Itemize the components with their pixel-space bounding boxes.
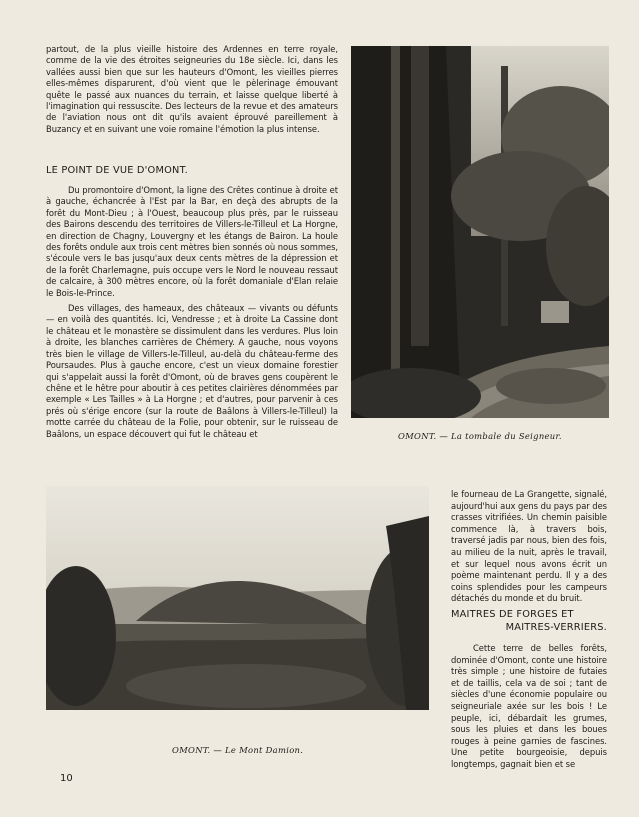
section2-paragraph: Cette terre de belles forêts, dominée d'Omont, conte une histoire très simple ; une histoire de futaies et de taillis, cela va de soi ; tant de siècles d'une économie populaire ou seigneuriale axée sur les bois ! Le peuple, ici, débardait les grumes, sous les pluies et dans les boues rouges à peine garnies de fascines. Une petite bourgeoisie, depuis longtemps, gagnait bien et se	[451, 643, 607, 769]
intro-text: partout, de la plus vieille histoire des Ardennes en terre royale, comme de la vie des étroites seigneuries du 18e siècle. Ici, dans les vallées aussi bien que sur les hauteurs d'Omont, les vieilles pierres elles-mêmes disparurent, d'où vient que le pèlerinage émouvant quête le passé aux nuances du terrain, et laisse quelque liberté à l'imagination qui ressuscite. Des lecteurs de la revue et des amateurs de l'aviation nous ont dit qu'ils avaient éprouvé pareillement à Buzancy et en suivant une voie romaine l'émotion la plus intense.	[46, 44, 338, 134]
section2-title-line1: MAITRES DE FORGES ET	[451, 609, 574, 620]
page-number: 10	[60, 773, 73, 784]
right-column-paragraph: le fourneau de La Grangette, signalé, aujourd'hui aux gens du pays par des crasses vitrifiées. Un chemin paisible commence là, à travers bois, traversé jadis par nous, bien des fois, au milieu de la nuit, après le travail, et sur lequel nous avons écrit un poème maintenant perdu. Il y a des coins splendides pour les campeurs détachés du monde et du bruit.	[451, 489, 607, 604]
photo-mont-damion	[46, 486, 429, 710]
intro-paragraph	[46, 44, 338, 135]
right-column-text	[451, 489, 607, 605]
section1-body	[46, 185, 338, 440]
section1-paragraph-2: Des villages, des hameaux, des châteaux — vivants ou défunts — en voilà des quantités. Ici, Vendresse ; et à droite La Cassine dont le château et le monastère se dissimulent dans les verdures. Plus loin à droite, les blanches carrières de Chémery. A gauche, nous voyons très bien le village de Villers-le-Tilleul, au-delà du château-ferme des Poursaudes. Plus à gauche encore, c'est un vieux domaine forestier qui s'appelait aussi la forêt d'Omont, où de braves gens coupèrent le chêne et le hêtre pour aboutir à ces petites clairières dénommées par exemple « Les Tailles » à La Horgne ; et d'autres, pour parvenir à ces prés où s'érige encore (sur la route de Baâlons à Villers-le-Tilleul) la motte carrée du château de la Folie, pour obtenir, sur le ruisseau de Baâlons, un espace découvert qui fut le château et	[46, 303, 338, 439]
photo-tombale-du-seigneur	[351, 46, 609, 418]
forest-photo-image	[351, 46, 609, 418]
section2-body	[451, 643, 607, 771]
section2-title-line2: MAITRES-VERRIERS.	[505, 622, 607, 633]
section1-paragraph-1: Du promontoire d'Omont, la ligne des Crêtes continue à droite et à gauche, échancrée à l'Est par la Bar, en deçà des abrupts de la forêt du Mont-Dieu ; à l'Ouest, beaucoup plus près, par le ruisseau des Bairons descendu des territoires de Villers-le-Tilleul et La Horgne, en direction de Chagny, Louvergny et les étangs de Bairon. La houle des forêts ondule aux trois cent mètres bien sonnés où nous sommes, s'écoule vers le bas jusqu'aux deux cents mètres de la dépression et de la forêt Charlemagne, puis occupe vers le Nord le nouveau ressaut de calcaire, à 300 mètres encore, où la forêt domaniale d'Elan relaie le Bois-le-Prince.	[46, 185, 338, 298]
photo-top-caption: OMONT. — La tombale du Seigneur.	[398, 431, 562, 441]
photo-bottom-caption: OMONT. — Le Mont Damion.	[172, 745, 304, 755]
section-heading-maitres-de-forges	[451, 608, 611, 634]
landscape-photo-image	[46, 486, 429, 710]
section-heading-point-de-vue: LE POINT DE VUE D'OMONT.	[46, 165, 188, 176]
